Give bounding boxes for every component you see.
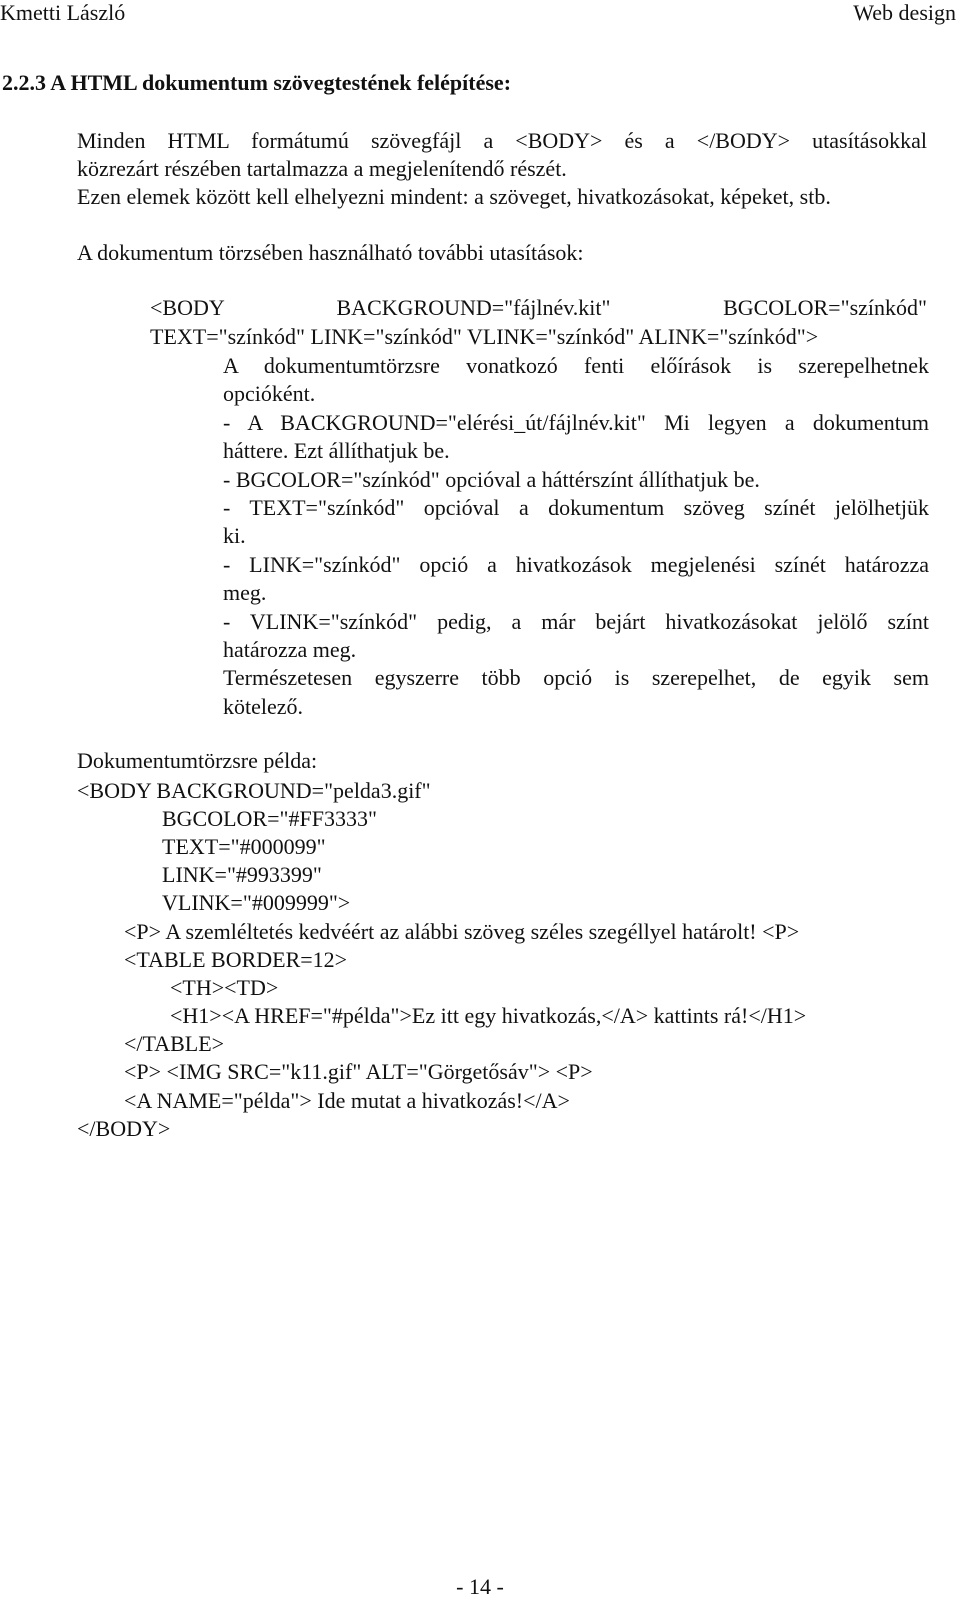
intro-line-4: A dokumentum törzsében használható további utasítások:	[77, 240, 584, 265]
header-author: Kmetti László	[0, 0, 126, 25]
option-3-rest: ki.	[223, 523, 246, 549]
option-4	[223, 551, 929, 608]
syntax-line-2: TEXT="színkód" LINK="színkód" VLINK="színkód" ALINK="színkód">	[150, 324, 819, 349]
option-6-first: Természetesen egyszerre több opció is szerepelhet, de egyik sem	[223, 665, 929, 691]
section-title: 2.2.3 A HTML dokumentum szövegtestének felépítése:	[2, 70, 512, 95]
option-0-rest: opcióként.	[223, 381, 316, 407]
header-subject: Web design	[853, 0, 956, 25]
option-4-rest: meg.	[223, 580, 267, 606]
option-4-first: - LINK="színkód" opció a hivatkozások megjelenési színét határozza	[223, 551, 929, 577]
page-number: - 14 -	[456, 1574, 504, 1599]
option-5-rest: határozza meg.	[223, 637, 357, 663]
option-2-first: - BGCOLOR="színkód" opcióval a háttérszínt állíthatjuk be.	[223, 466, 760, 492]
syntax-line-1	[150, 295, 927, 321]
intro-line-3: Ezen elemek között kell elhelyezni mindent: a szöveget, hivatkozásokat, képeket, stb.	[77, 184, 831, 209]
option-1	[223, 409, 929, 466]
intro-line-2: közrezárt részében tartalmazza a megjelenítendő részét.	[77, 156, 567, 181]
example-line-12: </BODY>	[77, 1116, 171, 1141]
options-list	[223, 352, 929, 721]
example-line-3: LINK="#993399"	[162, 862, 322, 887]
option-6-rest: kötelező.	[223, 693, 304, 719]
example-label: Dokumentumtörzsre példa:	[77, 748, 318, 773]
option-1-rest: háttere. Ezt állíthatjuk be.	[223, 438, 450, 464]
example-line-9: </TABLE>	[124, 1031, 225, 1056]
intro-paragraph	[77, 127, 927, 211]
option-1-first: - A BACKGROUND="elérési_út/fájlnév.kit" Mi legyen a dokumentum	[223, 409, 929, 435]
example-line-10: <P> <IMG SRC="k11.gif" ALT="Görgetősáv"> <P>	[124, 1059, 593, 1084]
syntax-line-1-text: <BODY BACKGROUND="fájlnév.kit" BGCOLOR="színkód"	[150, 295, 927, 320]
option-3	[223, 494, 929, 551]
example-line-8: <H1><A HREF="#példa">Ez itt egy hivatkozás,</A> kattints rá!</H1>	[170, 1003, 807, 1028]
example-line-2: TEXT="#000099"	[162, 834, 326, 859]
example-line-6: <TABLE BORDER=12>	[124, 947, 348, 972]
example-line-0: <BODY BACKGROUND="pelda3.gif"	[77, 778, 431, 803]
example-line-1: BGCOLOR="#FF3333"	[162, 806, 377, 831]
option-5	[223, 608, 929, 665]
example-line-5: <P> A szemléltetés kedvéért az alábbi szöveg széles szegéllyel határolt! <P>	[124, 919, 800, 944]
example-line-11: <A NAME="példa"> Ide mutat a hivatkozás!</A>	[124, 1088, 570, 1113]
example-line-7: <TH><TD>	[170, 975, 279, 1000]
option-3-first: - TEXT="színkód" opcióval a dokumentum szöveg színét jelölhetjük	[223, 495, 929, 521]
option-0	[223, 352, 929, 409]
intro-line-1: Minden HTML formátumú szövegfájl a <BODY> és a </BODY> utasításokkal	[77, 128, 927, 153]
option-5-first: - VLINK="színkód" pedig, a már bejárt hivatkozásokat jelölő színt	[223, 608, 929, 634]
option-2	[223, 466, 929, 494]
option-6	[223, 664, 929, 721]
example-line-4: VLINK="#009999">	[162, 890, 351, 915]
option-0-first: A dokumentumtörzsre vonatkozó fenti előírások is szerepelhetnek	[223, 353, 929, 378]
